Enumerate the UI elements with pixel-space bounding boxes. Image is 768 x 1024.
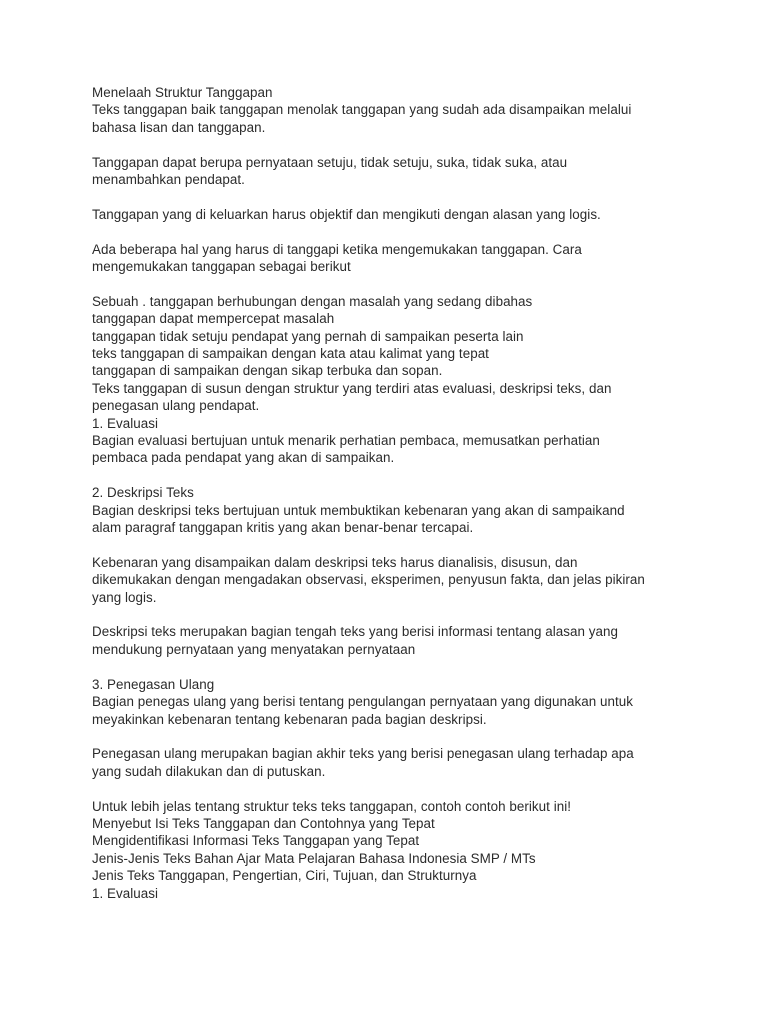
text-line: menambahkan pendapat.: [92, 172, 245, 188]
text-line: Menelaah Struktur Tanggapan: [92, 85, 273, 100]
paragraph-gap: [92, 658, 712, 675]
text-line: Deskripsi teks merupakan bagian tengah teks yang berisi informasi tentang alasan yang: [92, 624, 619, 640]
text-line: Jenis-Jenis Teks Bahan Ajar Mata Pelajaran Bahasa Indonesia SMP / MTs: [92, 850, 536, 866]
text-line: 1. Evaluasi: [92, 415, 159, 431]
text-line: Sebuah . tanggapan berhubungan dengan masalah yang sedang dibahas: [92, 293, 533, 309]
text-line: mendukung pernyataan yang menyatakan pernyataan: [92, 641, 416, 657]
text-line: Bagian deskripsi teks bertujuan untuk membuktikan kebenaran yang akan di sampaikand: [92, 502, 625, 518]
text-line: 2. Deskripsi Teks: [92, 485, 194, 501]
text-line: penegasan ulang pendapat.: [92, 398, 260, 414]
paragraph-gap: [92, 780, 712, 797]
paragraph-gap: [92, 223, 712, 240]
text-line: pembaca pada pendapat yang akan di sampaikan.: [92, 450, 395, 466]
text-line: yang logis.: [92, 589, 157, 605]
text-line: Menyebut Isi Teks Tanggapan dan Contohnya yang Tepat: [92, 815, 435, 831]
text-line: 3. Penegasan Ulang: [92, 676, 215, 692]
paragraph-gap: [92, 467, 712, 484]
text-line: Ada beberapa hal yang harus di tanggapi ketika mengemukakan tanggapan. Cara: [92, 241, 582, 257]
paragraph-gap: [92, 136, 712, 153]
text-line: Bagian evaluasi bertujuan untuk menarik perhatian pembaca, memusatkan perhatian: [92, 433, 600, 449]
paragraph-gap: [92, 728, 712, 745]
text-line: 1. Evaluasi: [92, 885, 159, 901]
document-text-body: [92, 84, 712, 902]
text-line: tanggapan dapat mempercepat masalah: [92, 311, 335, 327]
text-line: Mengidentifikasi Informasi Teks Tanggapan yang Tepat: [92, 833, 420, 849]
paragraph-gap: [92, 275, 712, 292]
paragraph-gap: [92, 606, 712, 623]
text-line: tanggapan di sampaikan dengan sikap terbuka dan sopan.: [92, 363, 443, 379]
text-line: Jenis Teks Tanggapan, Pengertian, Ciri, Tujuan, dan Strukturnya: [92, 868, 477, 884]
text-line: yang sudah dilakukan dan di putuskan.: [92, 763, 326, 779]
text-line: alam paragraf tanggapan kritis yang akan benar-benar tercapai.: [92, 520, 474, 536]
paragraph-gap: [92, 536, 712, 553]
text-line: dikemukakan dengan mengadakan observasi, eksperimen, penyusun fakta, dan jelas pikiran: [92, 572, 645, 588]
paragraph-gap: [92, 188, 712, 205]
text-line: Untuk lebih jelas tentang struktur teks teks tanggapan, contoh contoh berikut ini!: [92, 798, 572, 814]
text-line: meyakinkan kebenaran tentang kebenaran pada bagian deskripsi.: [92, 711, 487, 727]
text-line: Teks tanggapan baik tanggapan menolak tanggapan yang sudah ada disampaikan melalui: [92, 102, 632, 118]
text-line: Bagian penegas ulang yang berisi tentang pengulangan pernyataan yang digunakan untuk: [92, 694, 634, 710]
text-line: Teks tanggapan di susun dengan struktur yang terdiri atas evaluasi, deskripsi teks, dan: [92, 380, 612, 396]
text-line: bahasa lisan dan tanggapan.: [92, 119, 266, 135]
text-line: mengemukakan tanggapan sebagai berikut: [92, 259, 351, 275]
text-line: teks tanggapan di sampaikan dengan kata atau kalimat yang tepat: [92, 346, 489, 362]
text-line: tanggapan tidak setuju pendapat yang pernah di sampaikan peserta lain: [92, 328, 524, 344]
text-line: Tanggapan dapat berupa pernyataan setuju, tidak setuju, suka, tidak suka, atau: [92, 154, 568, 170]
text-line: Tanggapan yang di keluarkan harus objektif dan mengikuti dengan alasan yang logis.: [92, 206, 601, 222]
text-line: Kebenaran yang disampaikan dalam deskripsi teks harus dianalisis, disusun, dan: [92, 554, 578, 570]
text-line: Penegasan ulang merupakan bagian akhir teks yang berisi penegasan ulang terhadap apa: [92, 746, 634, 762]
